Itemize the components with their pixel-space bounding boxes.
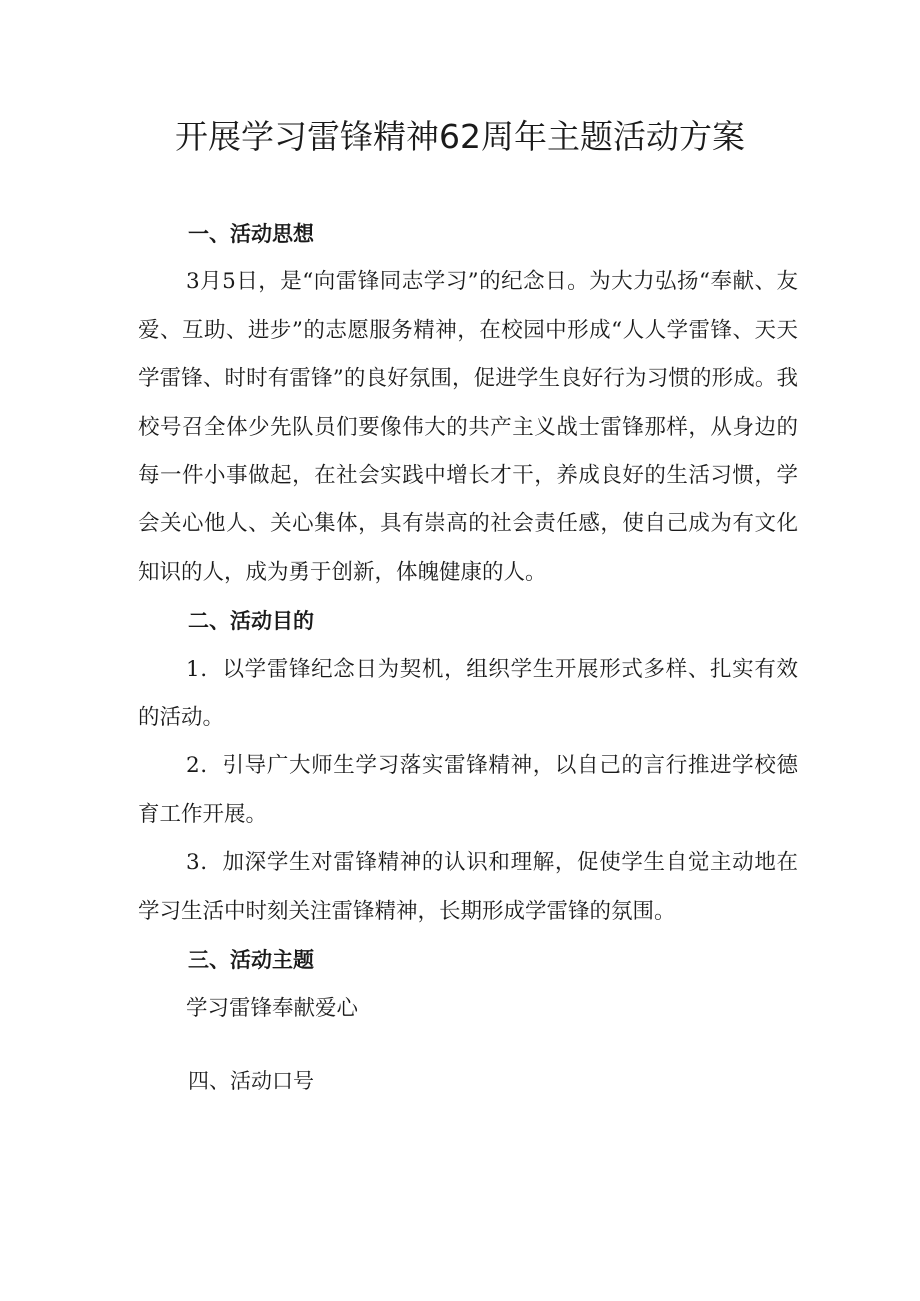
purpose-item-3: 3．加深学生对雷锋精神的认识和理解，促使学生自觉主动地在学习生活中时刻关注雷锋精神，长期形成学雷锋的氛围。 xyxy=(138,850,798,924)
section-heading-activity-purpose: 二、活动目的 xyxy=(188,609,314,634)
section-heading-activity-theme: 三、活动主题 xyxy=(188,948,314,973)
purpose-item-2: 2．引导广大师生学习落实雷锋精神，以自己的言行推进学校德育工作开展。 xyxy=(138,753,798,827)
document-body xyxy=(138,210,798,1105)
document-title: 开展学习雷锋精神62周年主题活动方案 xyxy=(175,117,745,156)
section-heading-activity-thought: 一、活动思想 xyxy=(188,222,314,246)
section-spacer xyxy=(138,1033,798,1057)
purpose-item-1: 1．以学雷锋纪念日为契机，组织学生开展形式多样、扎实有效的活动。 xyxy=(138,656,798,731)
section-body-activity-theme: 学习雷锋奉献爱心 xyxy=(186,995,359,1021)
section-heading-activity-slogan: 四、活动口号 xyxy=(188,1068,314,1093)
section-body-activity-thought: 3月5日，是“向雷锋同志学习”的纪念日。为大力弘扬“奉献、友爱、互助、进步”的志愿服务精神，在校园中形成“人人学雷锋、天天学雷锋、时时有雷锋”的良好氛围，促进学生良好行为习惯的形成。我校号召全体少先队员们要像伟大的共产主义战士雷锋那样，从身边的每一件小事做起，在社会实践中增长才干，养成良好的生活习惯，学会关心他人、关心集体，具有崇高的社会责任感，使自己成为有文化知识的人，成为勇于创新，体魄健康的人。 xyxy=(138,269,798,585)
